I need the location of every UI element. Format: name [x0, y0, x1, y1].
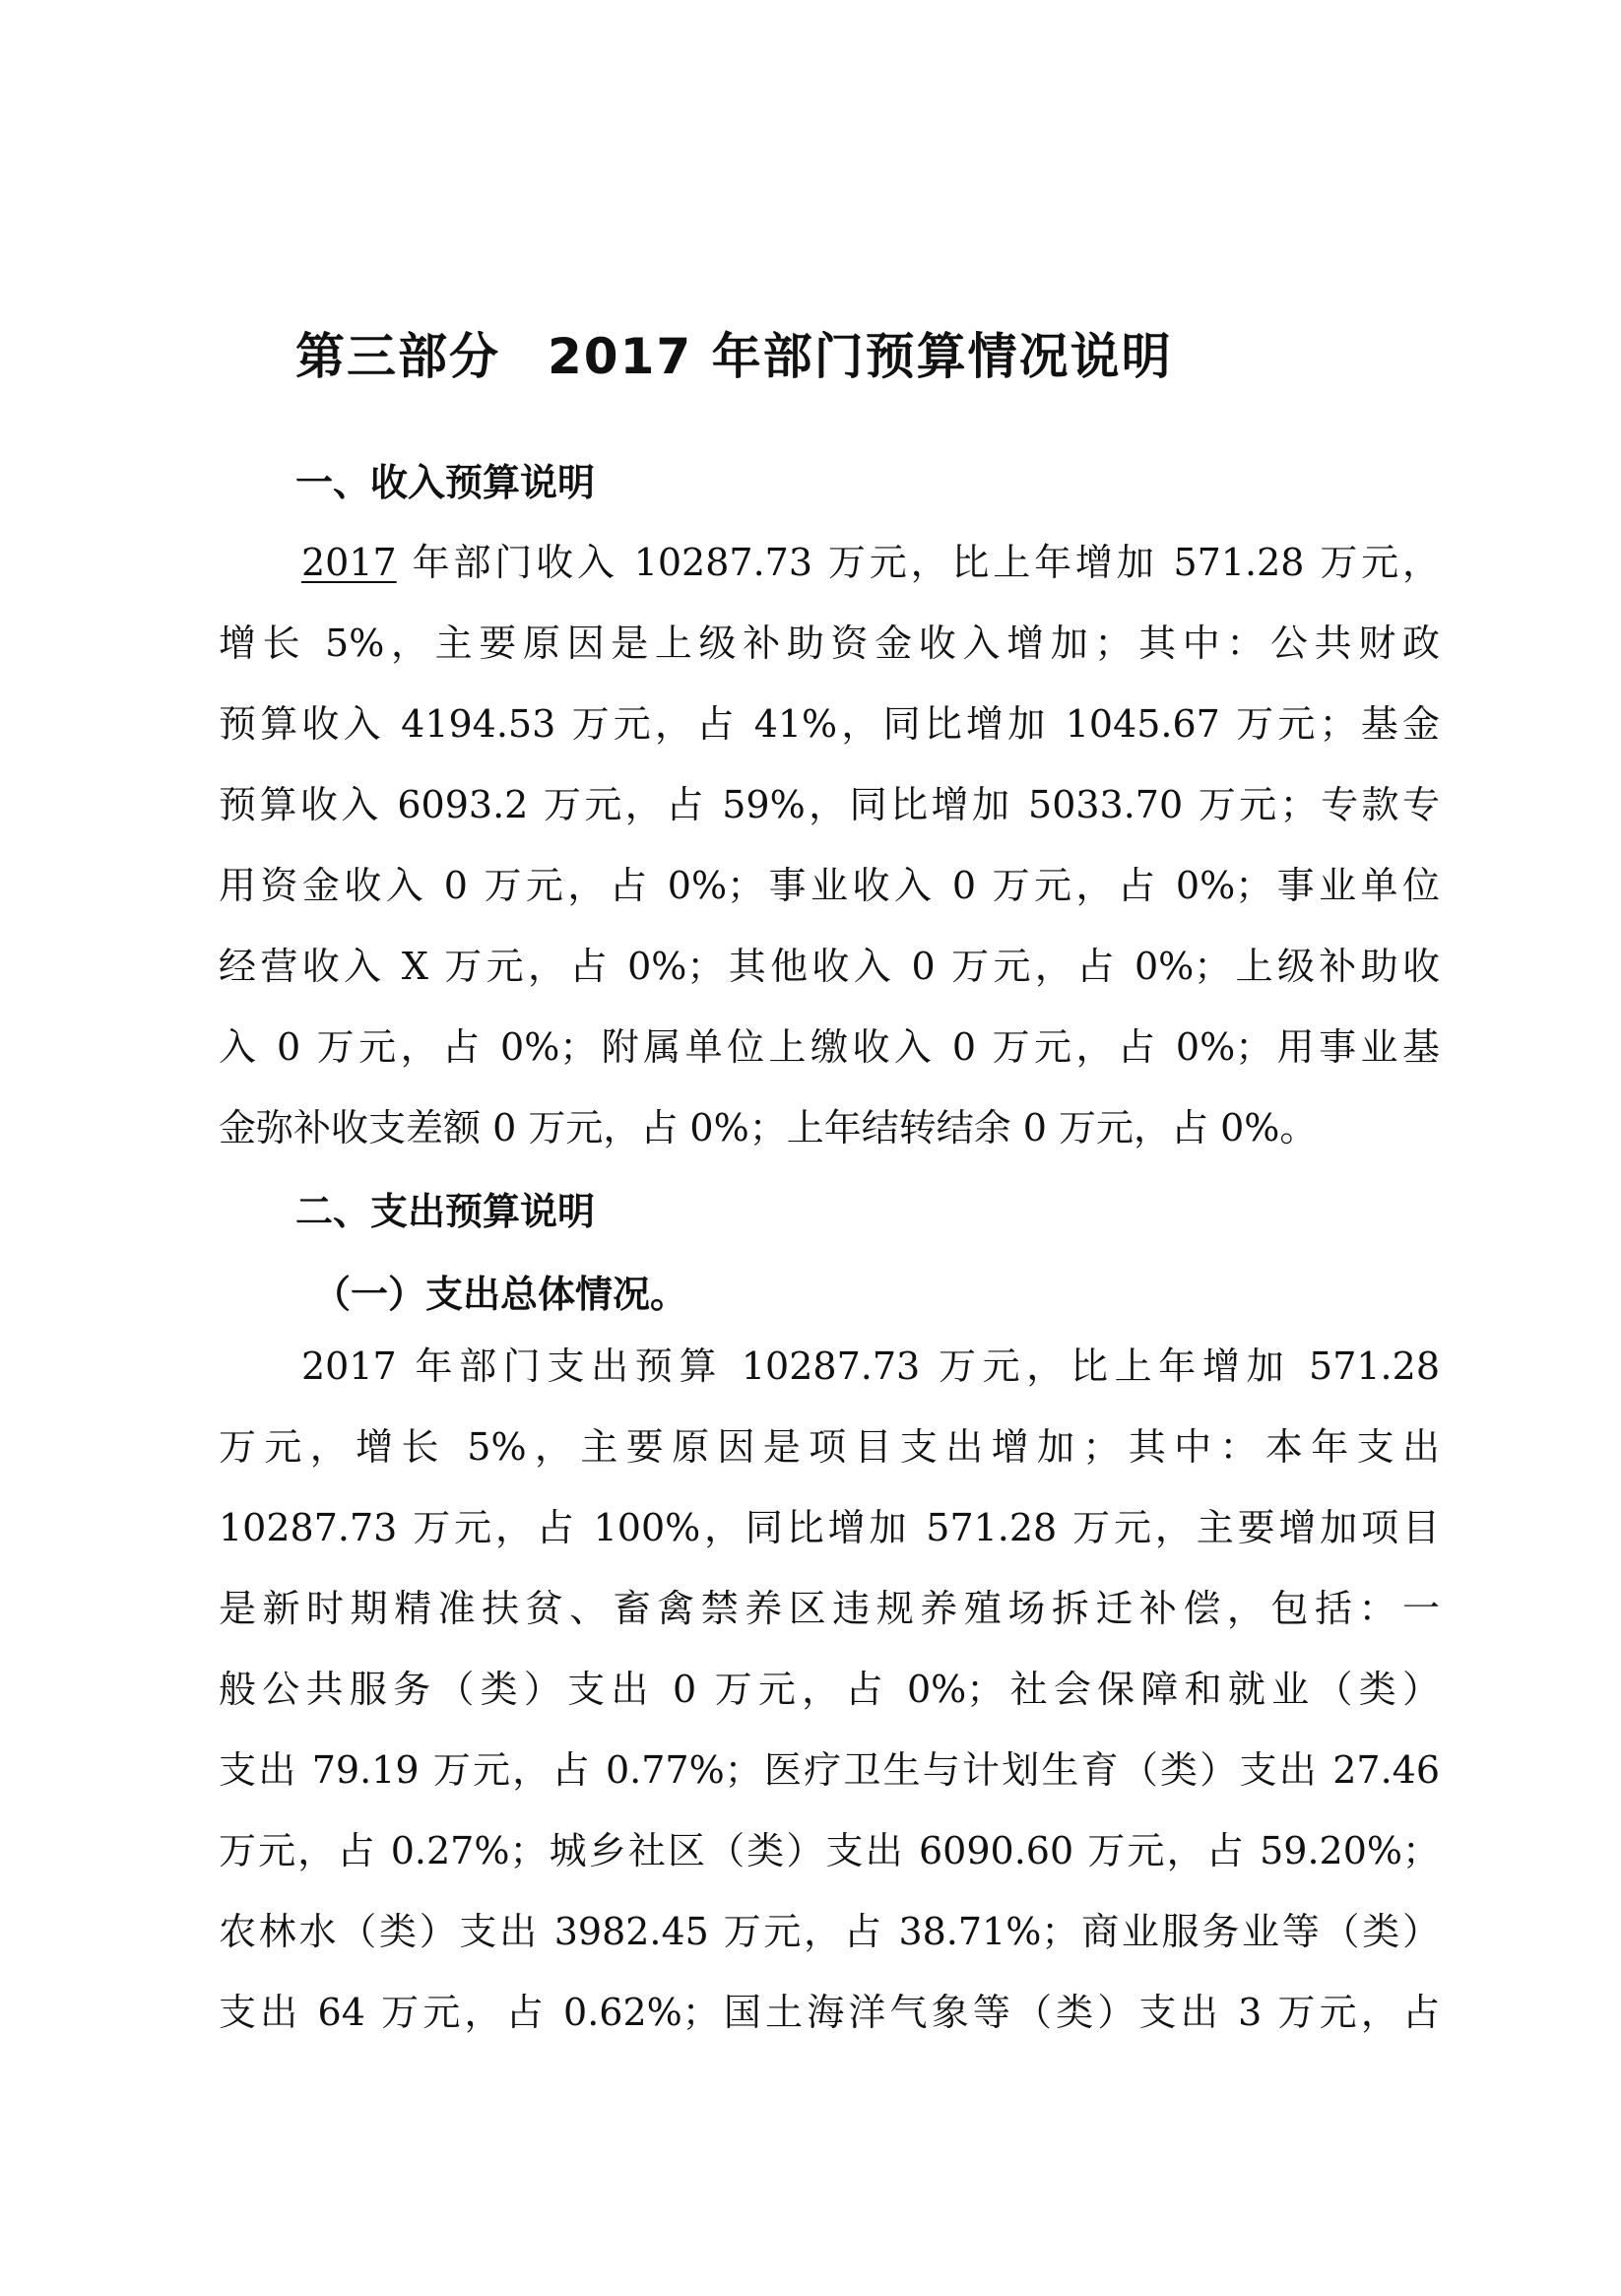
- income-line: 用资金收入 0 万元，占 0%；事业收入 0 万元，占 0%；事业单位: [219, 864, 1440, 907]
- page-title: [295, 317, 1290, 396]
- expense-subheading: （一）支出总体情况。: [313, 1272, 688, 1316]
- income-paragraph: [219, 522, 1440, 1168]
- expense-line: 般公共服务（类）支出 0 万元，占 0%；社会保障和就业（类）: [219, 1668, 1440, 1711]
- expense-section-heading: 二、支出预算说明: [295, 1189, 596, 1233]
- expense-line: 支出 64 万元，占 0.62%；国土海洋气象等（类）支出 3 万元，占: [219, 1991, 1440, 2034]
- income-line: 预算收入 6093.2 万元，占 59%，同比增加 5033.70 万元；专款专: [219, 783, 1440, 826]
- expense-line: 2017 年部门支出预算 10287.73 万元，比上年增加 571.28: [301, 1345, 1440, 1388]
- expense-line: 万元，占 0.27%；城乡社区（类）支出 6090.60 万元，占 59.20%；: [219, 1829, 1440, 1872]
- income-section-heading: 一、收入预算说明: [295, 461, 596, 504]
- expense-line: 万元，增长 5%，主要原因是项目支出增加；其中：本年支出: [219, 1425, 1440, 1469]
- income-line: 经营收入 X 万元，占 0%；其他收入 0 万元，占 0%；上级补助收: [219, 945, 1440, 988]
- expense-paragraph: [219, 1326, 1440, 2053]
- income-line: [301, 522, 1440, 603]
- expense-line: 是新时期精准扶贫、畜禽禁养区违规养殖场拆迁补偿，包括：一: [219, 1587, 1440, 1630]
- expense-line: 支出 79.19 万元，占 0.77%；医疗卫生与计划生育（类）支出 27.46: [219, 1748, 1440, 1792]
- income-line-text: 年部门收入 10287.73 万元，比上年增加 571.28 万元，: [412, 541, 1440, 584]
- income-line: 增长 5%，主要原因是上级补助资金收入增加；其中：公共财政: [219, 622, 1440, 665]
- title-part: 第三部分: [295, 328, 500, 385]
- income-line: 金弥补收支差额 0 万元，占 0%；上年结转结余 0 万元，占 0%。: [219, 1106, 1318, 1149]
- income-year: 2017: [301, 541, 397, 584]
- expense-line: 10287.73 万元，占 100%，同比增加 571.28 万元，主要增加项目: [219, 1506, 1440, 1549]
- title-text: 2017 年部门预算情况说明: [548, 328, 1173, 385]
- income-line: 预算收入 4194.53 万元，占 41%，同比增加 1045.67 万元；基金: [219, 702, 1440, 746]
- income-line: 入 0 万元，占 0%；附属单位上缴收入 0 万元，占 0%；用事业基: [219, 1025, 1440, 1069]
- expense-line: 农林水（类）支出 3982.45 万元，占 38.71%；商业服务业等（类）: [219, 1910, 1440, 1953]
